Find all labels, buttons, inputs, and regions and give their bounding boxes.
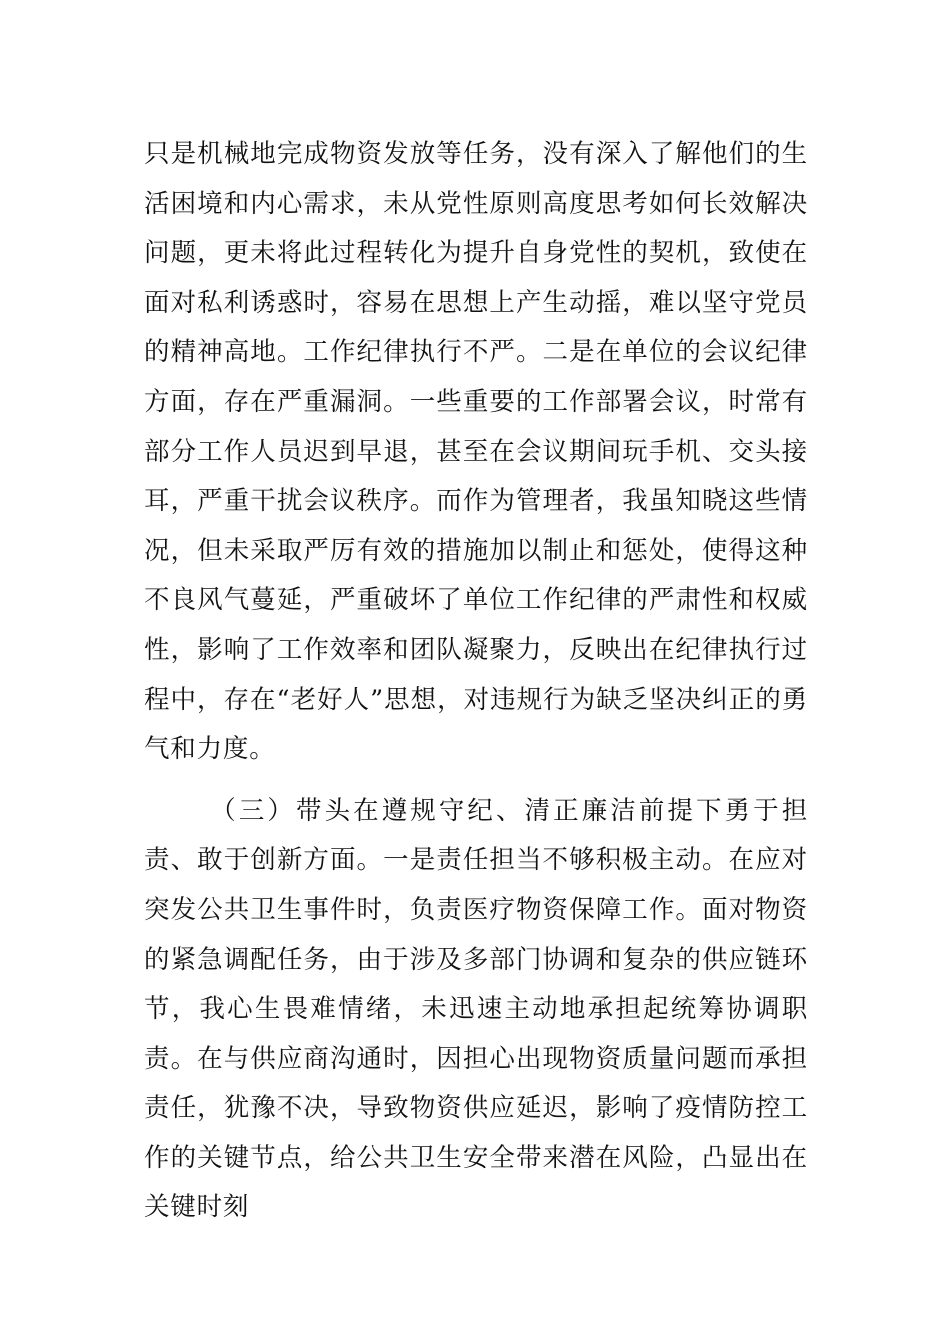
paragraph-continuation: 只是机械地完成物资发放等任务，没有深入了解他们的生活困境和内心需求，未从党性原则高度思考如何长效解决问题，更未将此过程转化为提升自身党性的契机，致使在面对私利诱惑时，容易在思想上产生动摇，难以坚守党员的精神高地。工作纪律执行不严。二是在单位的会议纪律方面，存在严重漏洞。一些重要的工作部署会议，时常有部分工作人员迟到早退，甚至在会议期间玩手机、交头接耳，严重干扰会议秩序。而作为管理者，我虽知晓这些情况，但未采取严厉有效的措施加以制止和惩处，使得这种不良风气蔓延，严重破坏了单位工作纪律的严肃性和权威性，影响了工作效率和团队凝聚力，反映出在纪律执行过程中，存在“老好人”思想，对违规行为缺乏坚决纠正的勇气和力度。 xyxy=(144,139,808,765)
paragraph-section-three: （三）带头在遵规守纪、清正廉洁前提下勇于担责、敢于创新方面。一是责任担当不够积极主动。在应对突发公共卫生事件时，负责医疗物资保障工作。面对物资的紧急调配任务，由于涉及多部门协调和复杂的供应链环节，我心生畏难情绪，未迅速主动地承担起统筹协调职责。在与供应商沟通时，因担心出现物资质量问题而承担责任，犹豫不决，导致物资供应延迟，影响了疫情防控工作的关键节点，给公共卫生安全带来潜在风险，凸显出在关键时刻 xyxy=(144,795,808,1223)
document-body xyxy=(144,130,808,1233)
